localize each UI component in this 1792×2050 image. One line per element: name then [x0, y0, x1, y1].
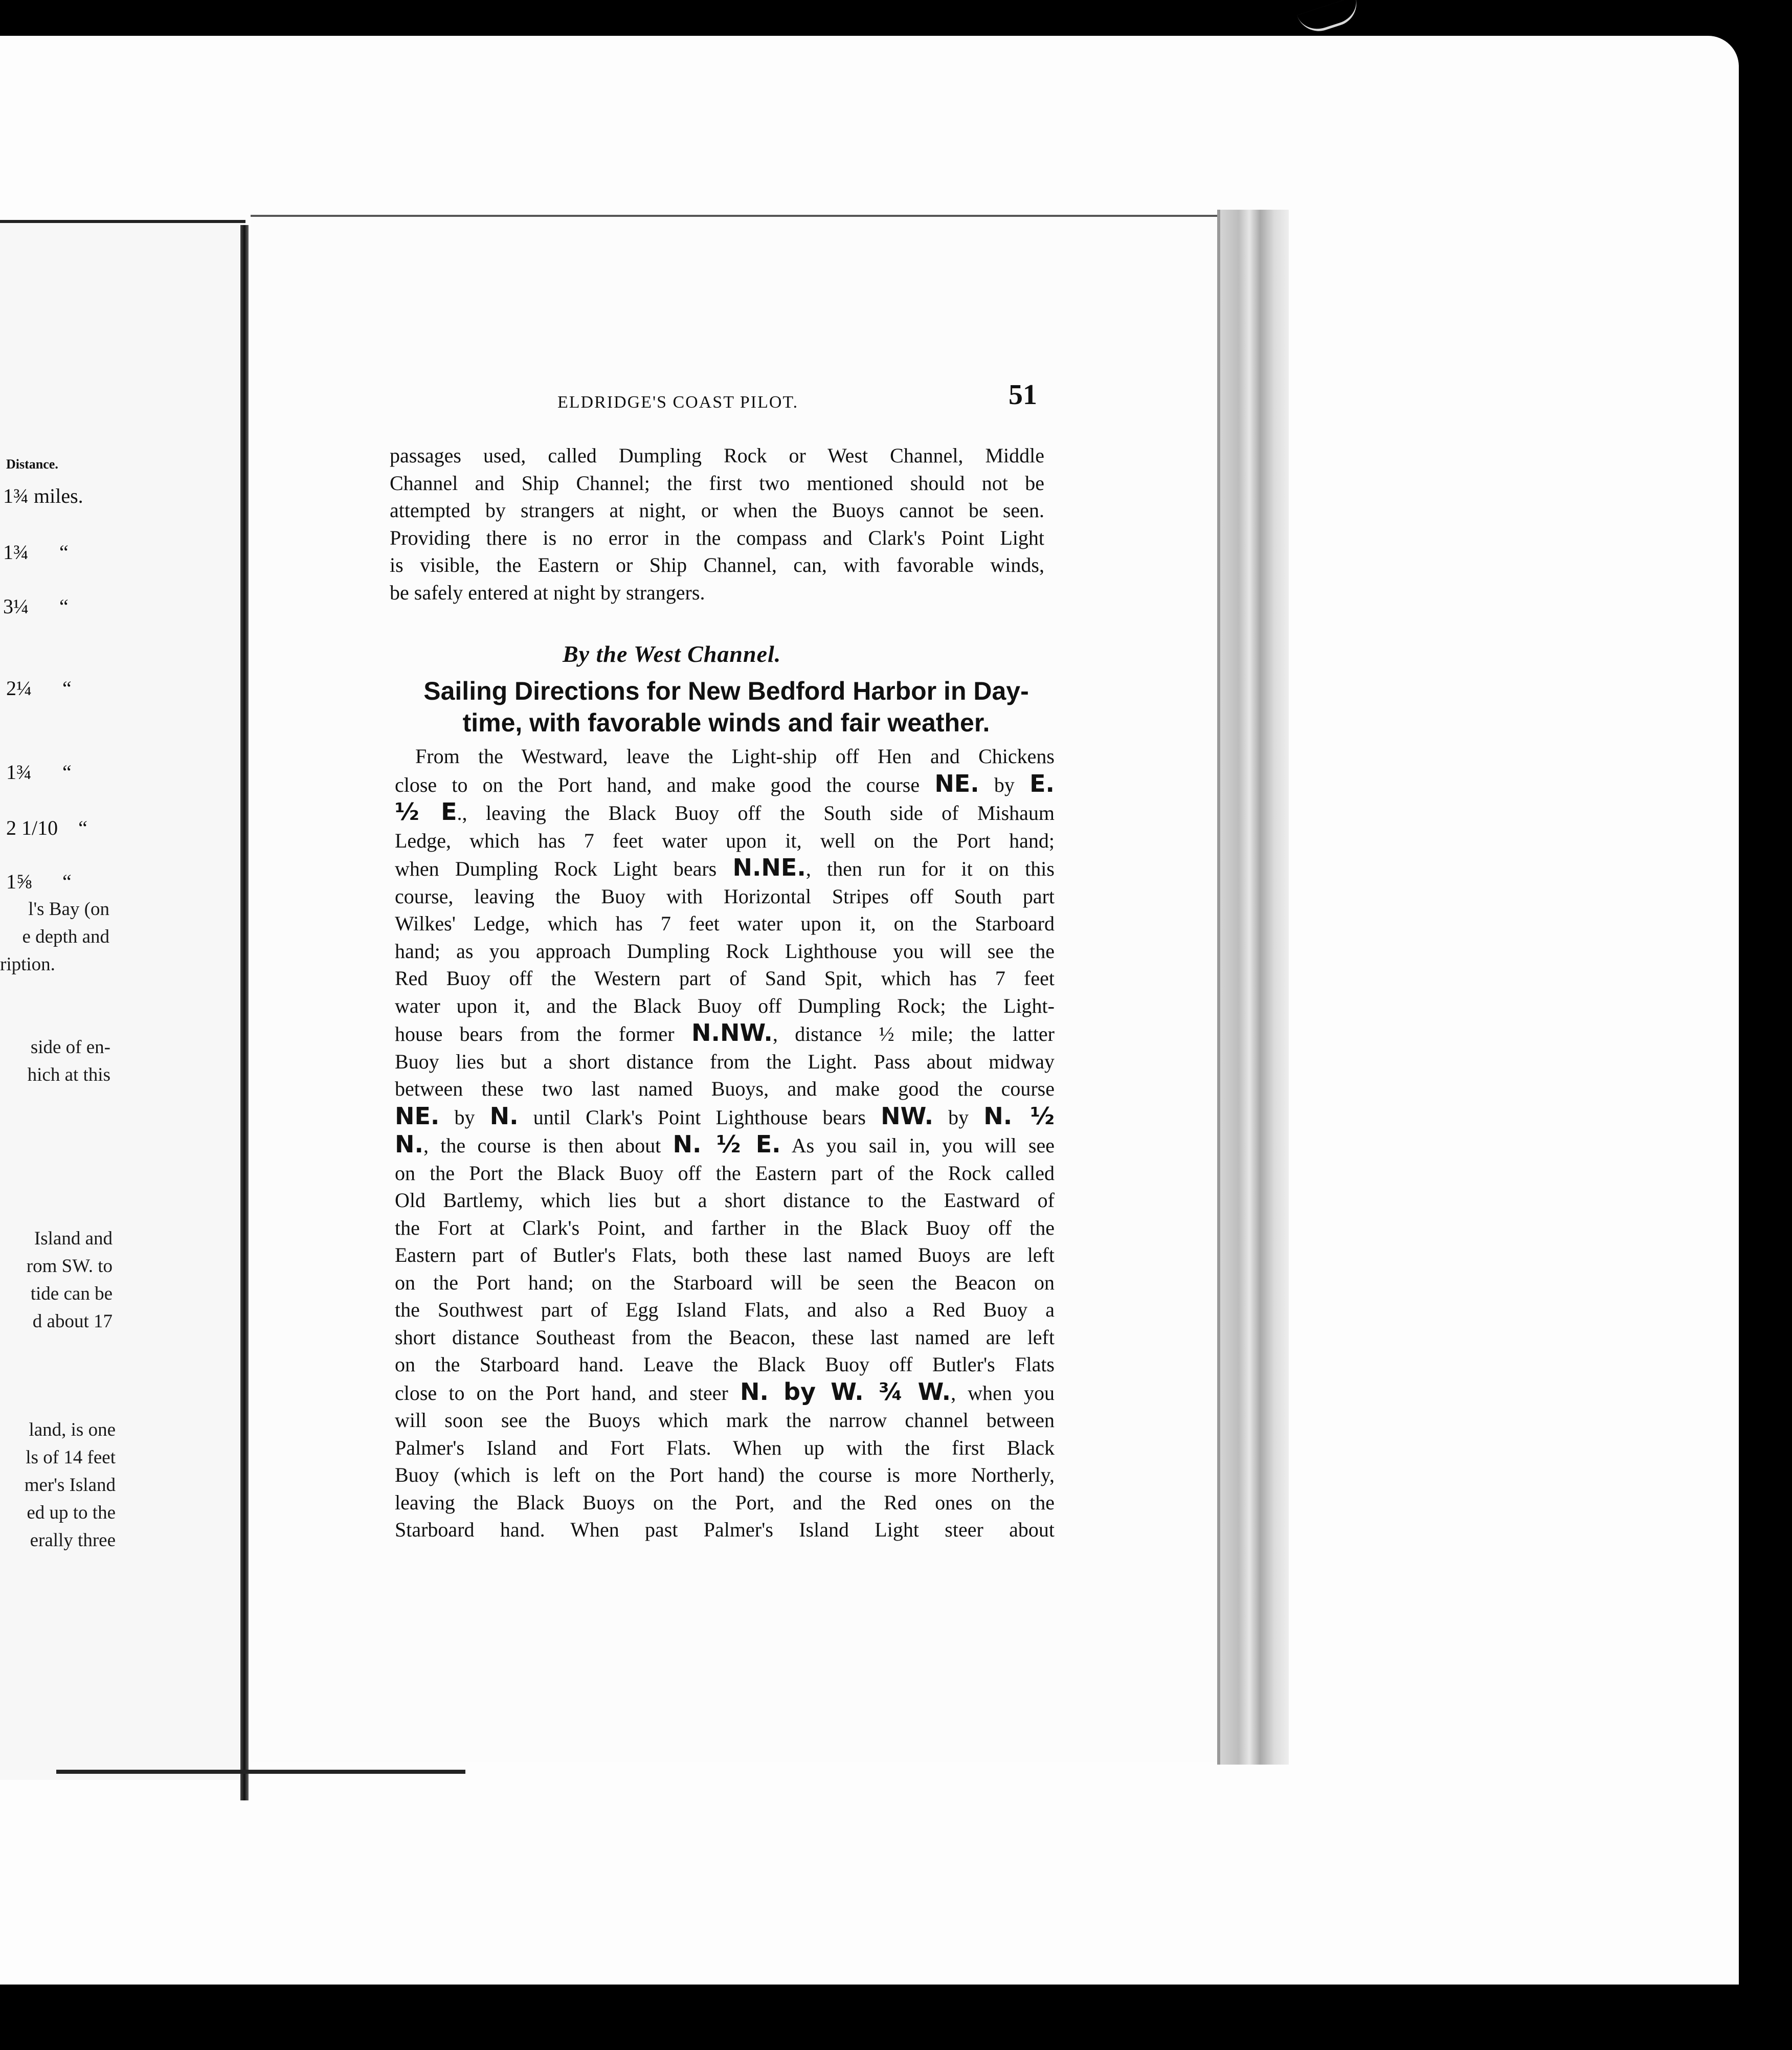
text-line: Eastern part of Butler's Flats, both these last named Buoys are left — [395, 1243, 1055, 1266]
left-page-line: tide can be — [30, 1283, 113, 1304]
section-subheading: By the West Channel. — [563, 641, 781, 667]
text-line: Old Bartlemy, which lies but a short distance to the Eastward of — [395, 1189, 1055, 1212]
heading-line: Sailing Directions for New Bedford Harbor in Day- — [423, 677, 1029, 705]
scan-right-border — [1739, 0, 1792, 2050]
left-page-line: land, is one — [29, 1419, 116, 1440]
left-page-line: e depth and — [22, 926, 109, 947]
directions-paragraph — [395, 743, 1055, 1544]
text-line: Wilkes' Ledge, which has 7 feet water upon it, on the Starboard — [395, 912, 1055, 935]
text-line: on the Port the Black Buoy off the Eastern part of the Rock called — [395, 1161, 1055, 1185]
text-line: passages used, called Dumpling Rock or West Channel, Middle — [390, 444, 1044, 467]
text-line: close to on the Port hand, and steer N. by W. ¾ W., when you — [395, 1377, 1055, 1406]
left-page-line: l's Bay (on — [28, 899, 109, 920]
left-page-line: side of en- — [30, 1037, 110, 1058]
distance-value: 1¾ “ — [3, 541, 69, 564]
text-line: hand; as you approach Dumpling Rock Lighthouse you will see the — [395, 939, 1055, 963]
distance-value: 1¾ “ — [6, 761, 72, 784]
text-line: on the Starboard hand. Leave the Black Buoy off Butler's Flats — [395, 1353, 1055, 1376]
text-line: the Southwest part of Egg Island Flats, and also a Red Buoy a — [395, 1298, 1055, 1321]
left-page-line: hich at this — [27, 1064, 110, 1085]
text-line: the Fort at Clark's Point, and farther in the Black Buoy off the — [395, 1216, 1055, 1239]
text-line: Buoy lies but a short distance from the Light. Pass about midway — [395, 1050, 1055, 1073]
distance-column-header: Distance. — [6, 457, 58, 472]
distance-value: 3¼ “ — [3, 595, 69, 618]
page-stack-edge-line — [1217, 210, 1220, 1765]
text-line: Buoy (which is left on the Port hand) the course is more Northerly, — [395, 1463, 1055, 1486]
distance-value: 2 1/10 “ — [6, 816, 87, 839]
text-line: Ledge, which has 7 feet water upon it, well on the Port hand; — [395, 829, 1055, 852]
text-line: close to on the Port hand, and make good the course NE. by E. — [395, 769, 1055, 797]
text-line: N., the course is then about N. ½ E. As you sail in, you will see — [395, 1130, 1055, 1158]
text-line: Red Buoy off the Western part of Sand Spit, which has 7 feet — [395, 967, 1055, 990]
left-page-line: Island and — [34, 1228, 113, 1249]
text-line: when Dumpling Rock Light bears N.NE., then run for it on this — [395, 854, 1055, 881]
page-number: 51 — [1009, 379, 1037, 411]
distance-value: 1¾ miles. — [3, 484, 83, 507]
text-line: short distance Southeast from the Beacon, these last named are left — [395, 1325, 1055, 1349]
text-line: house bears from the former N.NW., distance ½ mile; the latter — [395, 1019, 1055, 1046]
scan-bottom-border — [0, 1985, 1792, 2050]
heading-line: time, with favorable winds and fair weather. — [462, 708, 990, 737]
distance-value: 1⅝ “ — [6, 870, 72, 893]
left-page-line: ed up to the — [27, 1502, 116, 1523]
text-line: NE. by N. until Clark's Point Lighthouse bears NW. by N. ½ — [395, 1102, 1055, 1130]
text-line: on the Port hand; on the Starboard will be seen the Beacon on — [395, 1271, 1055, 1294]
left-page-line: ription. — [0, 954, 55, 975]
text-line: leaving the Black Buoys on the Port, and the Red ones on the — [395, 1490, 1055, 1514]
gutter-rule — [240, 225, 249, 1800]
text-line: water upon it, and the Black Buoy off Dumpling Rock; the Light- — [395, 994, 1055, 1017]
gutter-foot-rule — [56, 1770, 465, 1774]
left-page-line: rom SW. to — [26, 1256, 113, 1277]
left-page-edge — [0, 220, 245, 223]
text-line: between these two last named Buoys, and make good the course — [395, 1077, 1055, 1100]
text-line: From the Westward, leave the Light-ship off Hen and Chickens — [415, 745, 1055, 768]
text-line: course, leaving the Buoy with Horizontal Stripes off South part — [395, 884, 1055, 908]
text-line: Starboard hand. When past Palmer's Island Light steer about — [395, 1518, 1055, 1541]
text-line: attempted by strangers at night, or when the Buoys cannot be seen. — [390, 499, 1044, 522]
intro-paragraph — [390, 442, 1044, 606]
text-line: Palmer's Island and Fort Flats. When up with the first Black — [395, 1436, 1055, 1459]
left-page-line: erally three — [30, 1530, 116, 1551]
text-line: is visible, the Eastern or Ship Channel, can, with favorable winds, — [390, 553, 1044, 576]
left-page-line: mer's Island — [24, 1475, 116, 1496]
page-stack-edge — [1217, 210, 1289, 1765]
text-line: ½ E., leaving the Black Buoy off the South side of Mishaum — [395, 798, 1055, 826]
scan-top-border — [0, 0, 1792, 36]
text-line: Channel and Ship Channel; the first two mentioned should not be — [390, 471, 1044, 495]
text-line: be safely entered at night by strangers. — [390, 581, 705, 604]
text-line: will soon see the Buoys which mark the narrow channel between — [395, 1409, 1055, 1432]
left-page-line: ls of 14 feet — [26, 1447, 116, 1468]
left-page-line: d about 17 — [32, 1311, 113, 1332]
distance-value: 2¼ “ — [6, 677, 72, 700]
section-heading — [389, 675, 1064, 739]
running-head: ELDRIDGE'S COAST PILOT. — [557, 393, 799, 412]
text-line: Providing there is no error in the compass and Clark's Point Light — [390, 526, 1044, 549]
